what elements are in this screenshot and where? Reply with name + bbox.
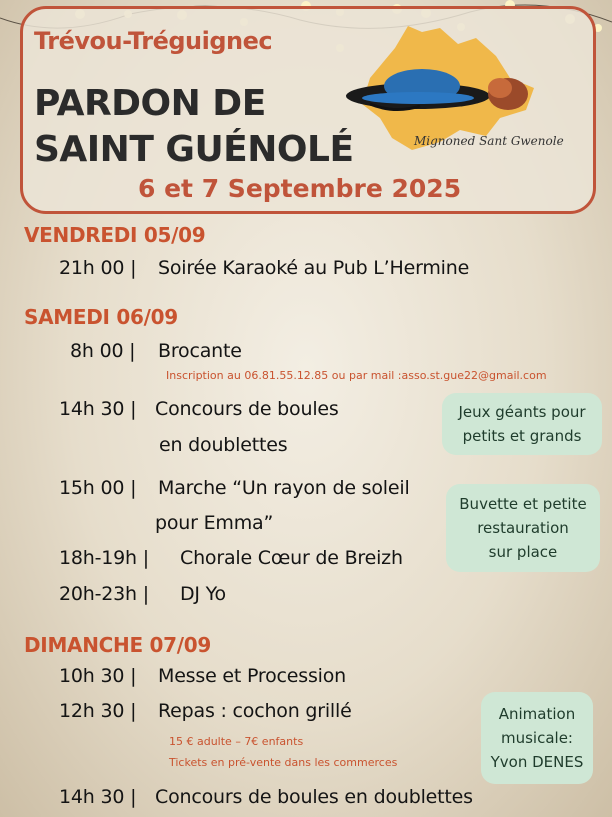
event-row <box>59 583 226 605</box>
bubble-line: petits et grands <box>462 427 582 445</box>
bubble-line: restauration <box>477 519 569 537</box>
bubble-line: sur place <box>488 543 558 561</box>
event-title-line1: PARDON DE <box>34 83 266 124</box>
logo-caption: Mignoned Sant Gwenole <box>414 134 564 148</box>
event-text: DJ Yo <box>180 583 226 605</box>
event-time: 20h-23h | <box>59 583 149 605</box>
town-name: Trévou-Tréguignec <box>34 27 273 55</box>
event-row <box>59 665 346 687</box>
event-text: Concours de boules en doublettes <box>155 786 473 808</box>
day-heading-sunday: DIMANCHE 07/09 <box>24 633 211 657</box>
event-row <box>59 257 469 279</box>
event-time: 21h 00 | <box>59 257 137 279</box>
event-row <box>59 477 410 499</box>
event-row <box>59 547 403 569</box>
event-time: 14h 30 | <box>59 786 137 808</box>
event-text-continued: pour Emma” <box>155 512 274 534</box>
bubble-line: Animation <box>498 705 576 723</box>
event-text: Messe et Procession <box>158 665 347 687</box>
bubble-line: Yvon DENES <box>490 753 584 771</box>
event-note: 15 € adulte – 7€ enfants <box>169 735 304 748</box>
day-heading-saturday: SAMEDI 06/09 <box>24 305 178 329</box>
event-text: Soirée Karaoké au Pub L’Hermine <box>158 257 470 279</box>
event-text-continued: en doublettes <box>159 434 288 456</box>
info-bubble-music <box>481 692 593 784</box>
event-row <box>59 398 339 420</box>
event-time: 15h 00 | <box>59 477 137 499</box>
event-row <box>59 700 352 722</box>
event-time: 12h 30 | <box>59 700 137 722</box>
event-note: Inscription au 06.81.55.12.85 ou par mail :asso.st.gue22@gmail.com <box>166 369 547 382</box>
event-time: 14h 30 | <box>59 398 137 420</box>
event-row <box>70 340 242 362</box>
event-time: 10h 30 | <box>59 665 137 687</box>
bubble-line: Buvette et petite <box>459 495 587 513</box>
event-text: Repas : cochon grillé <box>158 700 352 722</box>
event-text: Concours de boules <box>155 398 339 420</box>
event-title-line2: SAINT GUÉNOLÉ <box>34 129 354 170</box>
event-time: 8h 00 | <box>70 340 136 362</box>
event-text: Marche “Un rayon de soleil <box>158 477 410 499</box>
bubble-line: musicale: <box>501 729 573 747</box>
event-text: Brocante <box>158 340 242 362</box>
event-note: Tickets en pré-vente dans les commerces <box>169 756 398 769</box>
event-row <box>59 786 473 808</box>
info-bubble-food <box>446 484 600 572</box>
day-heading-friday: VENDREDI 05/09 <box>24 223 206 247</box>
event-time: 18h-19h | <box>59 547 149 569</box>
event-dates: 6 et 7 Septembre 2025 <box>138 174 462 203</box>
bubble-line: Jeux géants pour <box>458 403 586 421</box>
event-text: Chorale Cœur de Breizh <box>180 547 403 569</box>
info-bubble-games <box>442 393 602 455</box>
